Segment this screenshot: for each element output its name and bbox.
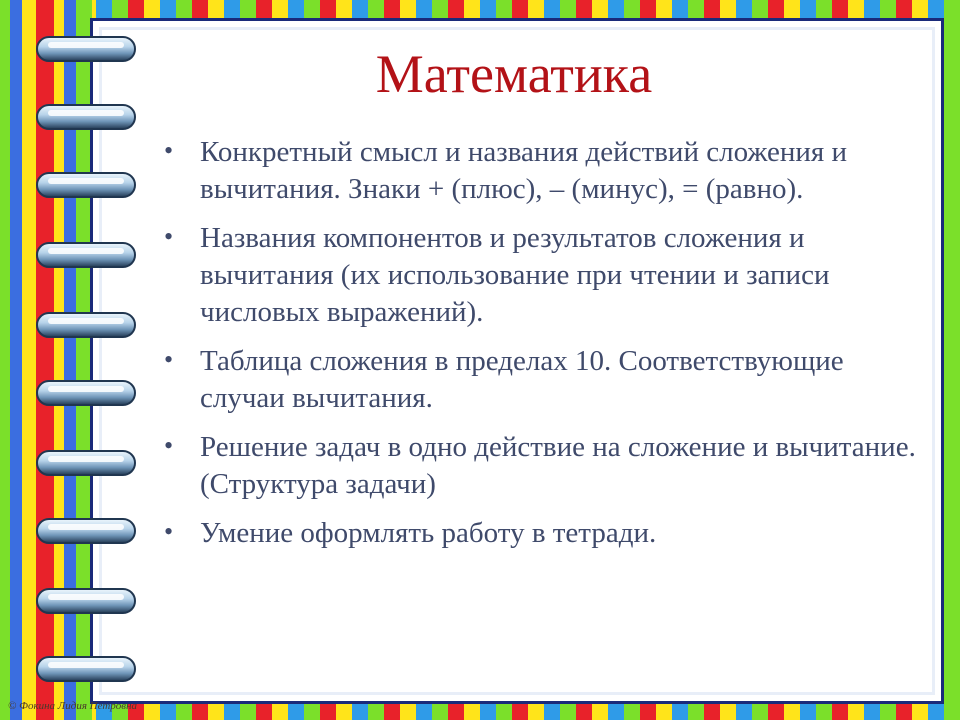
bullet-icon: •: [164, 431, 174, 460]
binder-ring-icon: [36, 104, 136, 130]
binder-ring-icon: [36, 242, 136, 268]
bullet-icon: •: [164, 345, 174, 374]
list-item: [160, 134, 920, 208]
bullet-icon: •: [164, 517, 174, 546]
bullet-list: [160, 134, 920, 564]
list-item: [160, 343, 920, 417]
list-item-text: Умение оформлять работу в тетради.: [200, 517, 657, 549]
binder-ring-icon: [36, 518, 136, 544]
bullet-icon: •: [164, 222, 174, 251]
list-item-text: Решение задач в одно действие на сложение и вычитание. (Структура задачи): [200, 431, 916, 500]
binder-ring-icon: [36, 450, 136, 476]
list-item: [160, 515, 920, 552]
list-item-text: Названия компонентов и результатов сложения и вычитания (их использование при чтении и записи числовых выражений).: [200, 222, 830, 328]
bullet-icon: •: [164, 136, 174, 165]
list-item-text: Таблица сложения в пределах 10. Соответствующие случаи вычитания.: [200, 345, 844, 414]
copyright-signature: © Фокина Лидия Петровна: [8, 700, 138, 712]
list-item: [160, 220, 920, 331]
list-item-text: Конкретный смысл и названия действий сложения и вычитания. Знаки + (плюс), – (минус), = (равно).: [200, 136, 848, 205]
binder-ring-icon: [36, 312, 136, 338]
binder-ring-icon: [36, 656, 136, 682]
binder-ring-icon: [36, 588, 136, 614]
slide-title: Математика: [375, 44, 653, 104]
binder-ring-icon: [36, 172, 136, 198]
binder-ring-icon: [36, 380, 136, 406]
list-item: [160, 429, 920, 503]
